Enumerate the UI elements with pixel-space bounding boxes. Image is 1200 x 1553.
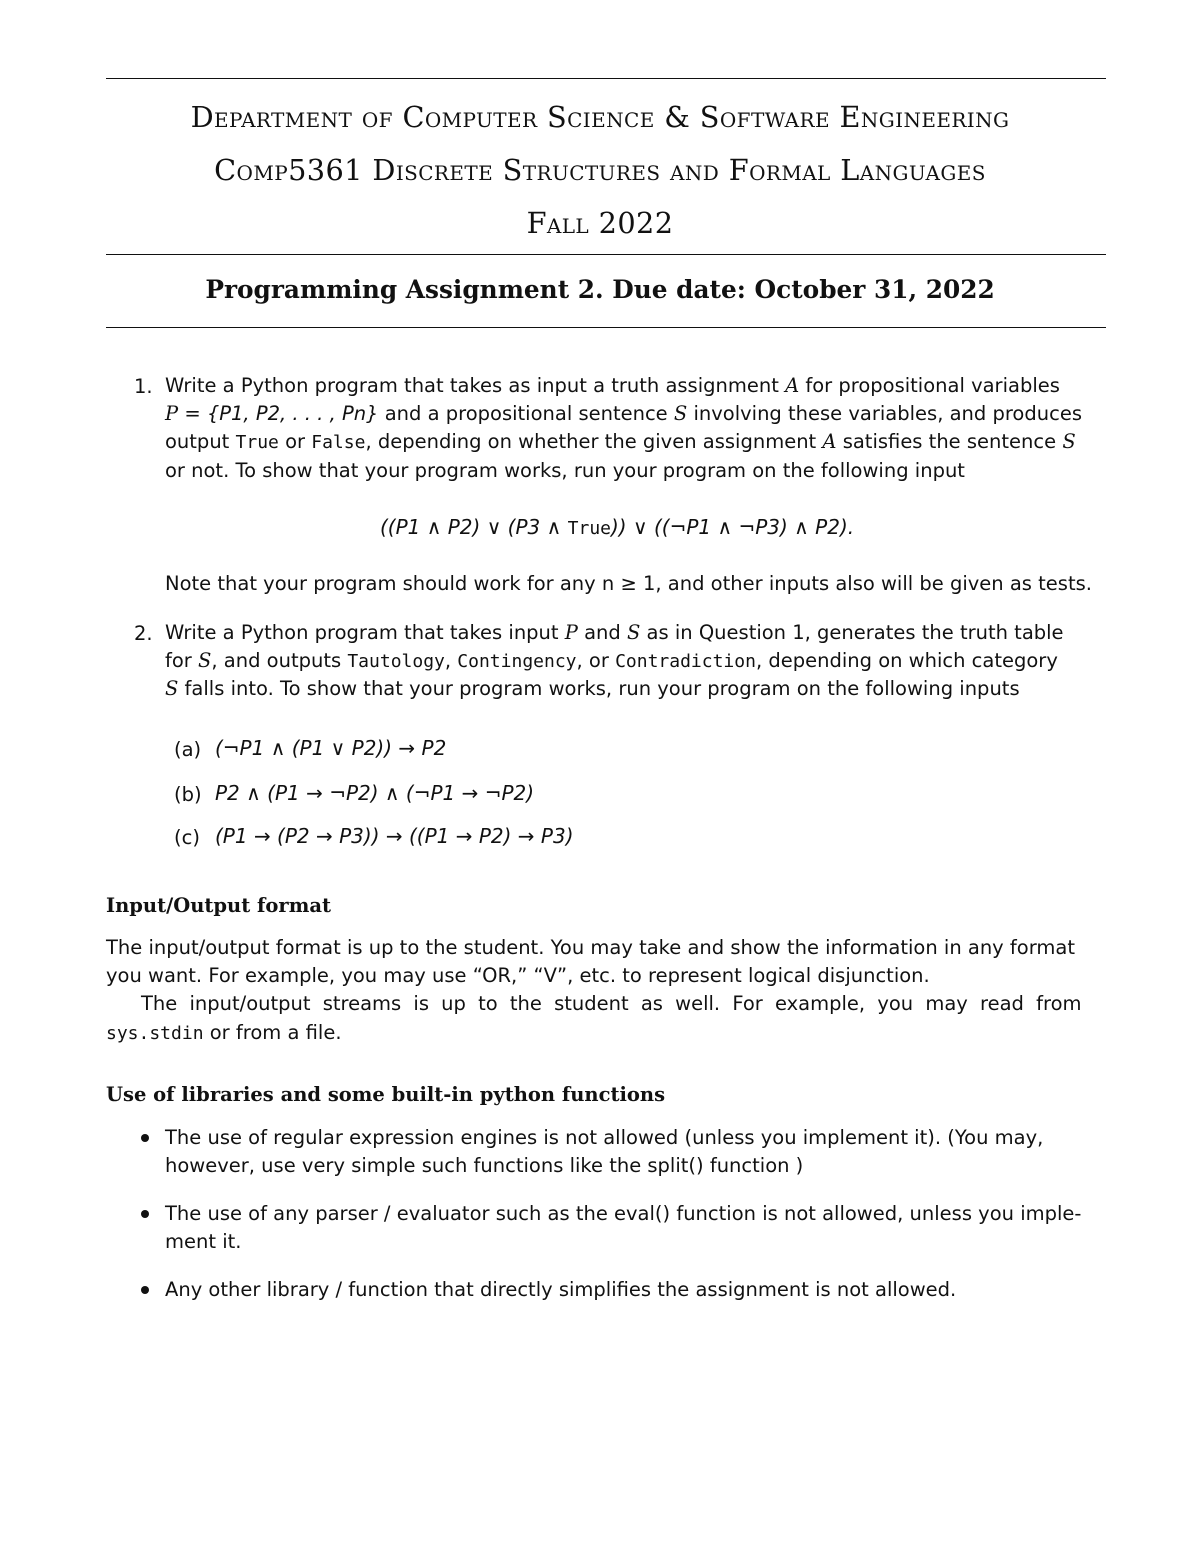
item-b-label: (b) <box>174 783 202 806</box>
top-rule <box>106 78 1106 79</box>
title-rule <box>106 327 1106 328</box>
bullet-1-line-2: however, use very simple such functions like the split() function ) <box>165 1154 804 1177</box>
item-c-label: (c) <box>174 826 200 849</box>
assignment-title: Programming Assignment 2. Due date: October 31, 2022 <box>205 275 995 304</box>
io-paragraph-2-line-1: The input/output streams is up to the student as well. For example, you may read from <box>141 992 1082 1015</box>
symbol-a: A <box>785 374 800 397</box>
false-keyword: False <box>311 432 366 453</box>
item-a-label: (a) <box>174 738 202 761</box>
contingency-keyword: Contingency <box>457 651 577 672</box>
question-1-formula: ((P1 ∧ P2) ∨ (P3 ∧ True)) ∨ ((¬P1 ∧ ¬P3) ∧ P2). <box>380 515 855 539</box>
bullet-icon <box>141 1286 149 1294</box>
bullet-3-line-1: Any other library / function that directly simplifies the assignment is not allowed. <box>165 1278 957 1301</box>
question-2-line-1: Write a Python program that takes input P and S as in Question 1, generates the truth table <box>165 621 1064 644</box>
term-heading: Fall 2022 <box>526 206 674 240</box>
question-2-line-3: S falls into. To show that your program works, run your program on the following inputs <box>165 677 1020 700</box>
department-heading: Department of Computer Science & Software Engineering <box>190 100 1010 134</box>
libraries-heading: Use of libraries and some built-in python functions <box>106 1083 666 1106</box>
io-format-heading: Input/Output format <box>106 894 331 917</box>
symbol-s: S <box>673 402 688 425</box>
io-paragraph-2-line-2: sys.stdin or from a file. <box>106 1021 342 1044</box>
item-b-formula: P2 ∧ (P1 → ¬P2) ∧ (¬P1 → ¬P2) <box>215 781 535 805</box>
question-1-line-1: Write a Python program that takes as input a truth assignment A for propositional variables <box>165 374 1060 397</box>
io-paragraph-1-line-2: you want. For example, you may use “OR,” “V”, etc. to represent logical disjunction. <box>106 964 930 987</box>
tautology-keyword: Tautology <box>347 651 445 672</box>
symbol-p: P <box>165 402 179 425</box>
item-a-formula: (¬P1 ∧ (P1 ∨ P2)) → P2 <box>215 736 447 760</box>
course-heading: Comp5361 Discrete Structures and Formal Languages <box>214 153 986 187</box>
bullet-icon <box>141 1134 149 1142</box>
contradiction-keyword: Contradiction <box>615 651 756 672</box>
true-keyword: True <box>235 432 279 453</box>
question-1-line-3: output True or False, depending on whether the given assignment A satisfies the sentence S <box>165 430 1076 453</box>
io-paragraph-1-line-1: The input/output format is up to the student. You may take and show the information in any format <box>106 936 1075 959</box>
item-c-formula: (P1 → (P2 → P3)) → ((P1 → P2) → P3) <box>215 824 574 848</box>
bullet-icon <box>141 1210 149 1218</box>
question-2-line-2: for S, and outputs Tautology, Contingency, or Contradiction, depending on which category <box>165 649 1058 672</box>
bullet-1-line-1: The use of regular expression engines is not allowed (unless you implement it). (You may, <box>165 1126 1044 1149</box>
sys-stdin: sys.stdin <box>106 1023 204 1044</box>
question-1-number: 1. <box>134 375 153 398</box>
question-1-note: Note that your program should work for any n ≥ 1, and other inputs also will be given as tests. <box>165 572 1092 595</box>
header-rule <box>106 254 1106 255</box>
question-2-number: 2. <box>134 622 153 645</box>
question-1-line-4: or not. To show that your program works, run your program on the following input <box>165 459 965 482</box>
bullet-2-line-2: ment it. <box>165 1230 242 1253</box>
question-1-line-2: P = {P1, P2, . . . , Pn} and a propositional sentence S involving these variables, and produces <box>165 402 1082 425</box>
bullet-2-line-1: The use of any parser / evaluator such as the eval() function is not allowed, unless you imple- <box>165 1202 1082 1225</box>
